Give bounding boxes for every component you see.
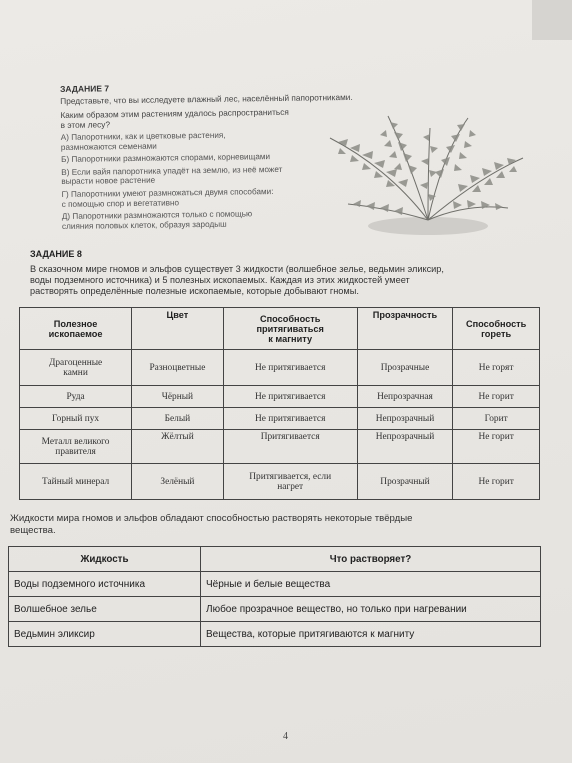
table-cell: Белый [132,408,224,430]
table-cell: Чёрный [132,386,224,408]
column-header: Способность гореть [453,308,540,350]
table-cell: Тайный минерал [20,464,132,500]
table-cell: Жёлтый [132,430,224,464]
option-line: с помощью спор и вегетативно [61,197,180,209]
table-row [9,622,541,647]
option-line: Г) Папоротники умеют размножаться двумя способами: [61,186,274,199]
table-row [20,408,540,430]
table-cell: Непрозрачный [357,408,453,430]
page-number: 4 [283,731,288,742]
table-cell: Вещества, которые притягиваются к магниту [201,622,541,647]
table-cell: Прозрачный [357,464,453,500]
fern-frond [428,128,430,220]
table-cell: Притягивается [223,430,357,464]
task-7-intro: Представьте, что вы исследуете влажный лес, населённый папоротниками. [60,91,353,106]
table-row [20,350,540,386]
table-cell: Волшебное зелье [9,597,201,622]
column-header: Способность притягиваться к магниту [223,308,357,350]
option-line: слияния половых клеток, образуя зародыш [61,219,227,231]
task-7-option-d[interactable] [61,186,361,209]
table-cell: Не горит [453,464,540,500]
table-cell: Непрозрачный [357,430,453,464]
minerals-table [19,307,540,500]
fern-leaflet-set [380,122,417,174]
table-header-row [20,308,540,350]
task-7-option-e[interactable] [62,208,362,231]
column-header: Полезное ископаемое [20,308,132,350]
task-7-question [60,106,360,130]
table-cell: Притягивается, если нагрет [223,464,357,500]
page-corner-shadow [532,0,572,40]
table-cell: Не горят [453,350,540,386]
table-row [9,597,541,622]
liquids-intro [10,513,530,537]
table-cell: Горит [453,408,540,430]
table-cell: Не горит [453,386,540,408]
intro-line: растворять определённые полезные ископаемые, которые добывают гномы. [30,286,359,296]
fern-frond [428,118,468,220]
fern-illustration [318,108,528,248]
task-8-intro [30,264,540,297]
task-7-header: ЗАДАНИЕ 7 [60,83,110,94]
table-cell: Ведьмин эликсир [9,622,201,647]
table-cell: Не горит [453,430,540,464]
task-7-question-line: Каким образом этим растениям удалось распространиться [60,106,289,120]
task-7-question-line: в этом лесу? [60,119,111,130]
fern-leaflet-set [338,139,408,187]
liquids-table [8,546,541,647]
option-line: В) Если вайя папоротника упадёт на землю, из неё может [61,164,283,177]
intro-line: В сказочном мире гномов и эльфов существует 3 жидкости (волшебное зелье, ведьмин эликсир, [30,264,444,274]
fern-frond [388,116,428,220]
table-cell: Металл великого правителя [20,430,132,464]
fern-leaflets [338,122,517,215]
task-7-block [60,80,362,232]
task-8-block [30,249,540,297]
table-cell: Прозрачные [357,350,453,386]
intro-line: вещества. [10,525,56,536]
table-cell: Руда [20,386,132,408]
task-7-option-b[interactable] [61,151,361,165]
table-cell: Любое прозрачное вещество, но только при нагревании [201,597,541,622]
column-header: Прозрачность [357,308,453,350]
fern-leaflet-set [435,124,476,178]
intro-line: воды подземного источника) и 5 полезных ископаемых. Каждая из этих жидкостей умеет [30,275,410,285]
table-cell: Не притягивается [223,408,357,430]
table-cell: Не притягивается [223,386,357,408]
table-row [20,430,540,464]
table-row [9,572,541,597]
table-cell: Разноцветные [132,350,224,386]
option-line: размножаются семенами [60,141,157,152]
option-line: вырасти новое растение [61,176,156,187]
task-7-option-a[interactable] [61,129,361,152]
table-cell: Чёрные и белые вещества [201,572,541,597]
table-cell: Горный пух [20,408,132,430]
option-line: Б) Папоротники размножаются спорами, корневищами [60,152,271,165]
table-header-row [9,547,541,572]
table-cell: Драгоценные камни [20,350,132,386]
table-row [20,464,540,500]
column-header: Жидкость [9,547,201,572]
intro-line: Жидкости мира гномов и эльфов обладают способностью растворять некоторые твёрдые [10,513,413,524]
table-cell: Не притягивается [223,350,357,386]
table-cell: Воды подземного источника [9,572,201,597]
table-cell: Зелёный [132,464,224,500]
option-line: Д) Папоротники размножаются только с помощью [61,209,253,222]
option-line: А) Папоротники, как и цветковые растения, [60,130,226,142]
table-cell: Непрозрачная [357,386,453,408]
task-7-option-c[interactable] [61,164,361,187]
column-header: Что растворяет? [201,547,541,572]
column-header: Цвет [132,308,224,350]
table-row [20,386,540,408]
fern-frond [330,138,428,220]
task-8-header: ЗАДАНИЕ 8 [30,249,82,259]
fern-leaflet-set [458,158,517,192]
